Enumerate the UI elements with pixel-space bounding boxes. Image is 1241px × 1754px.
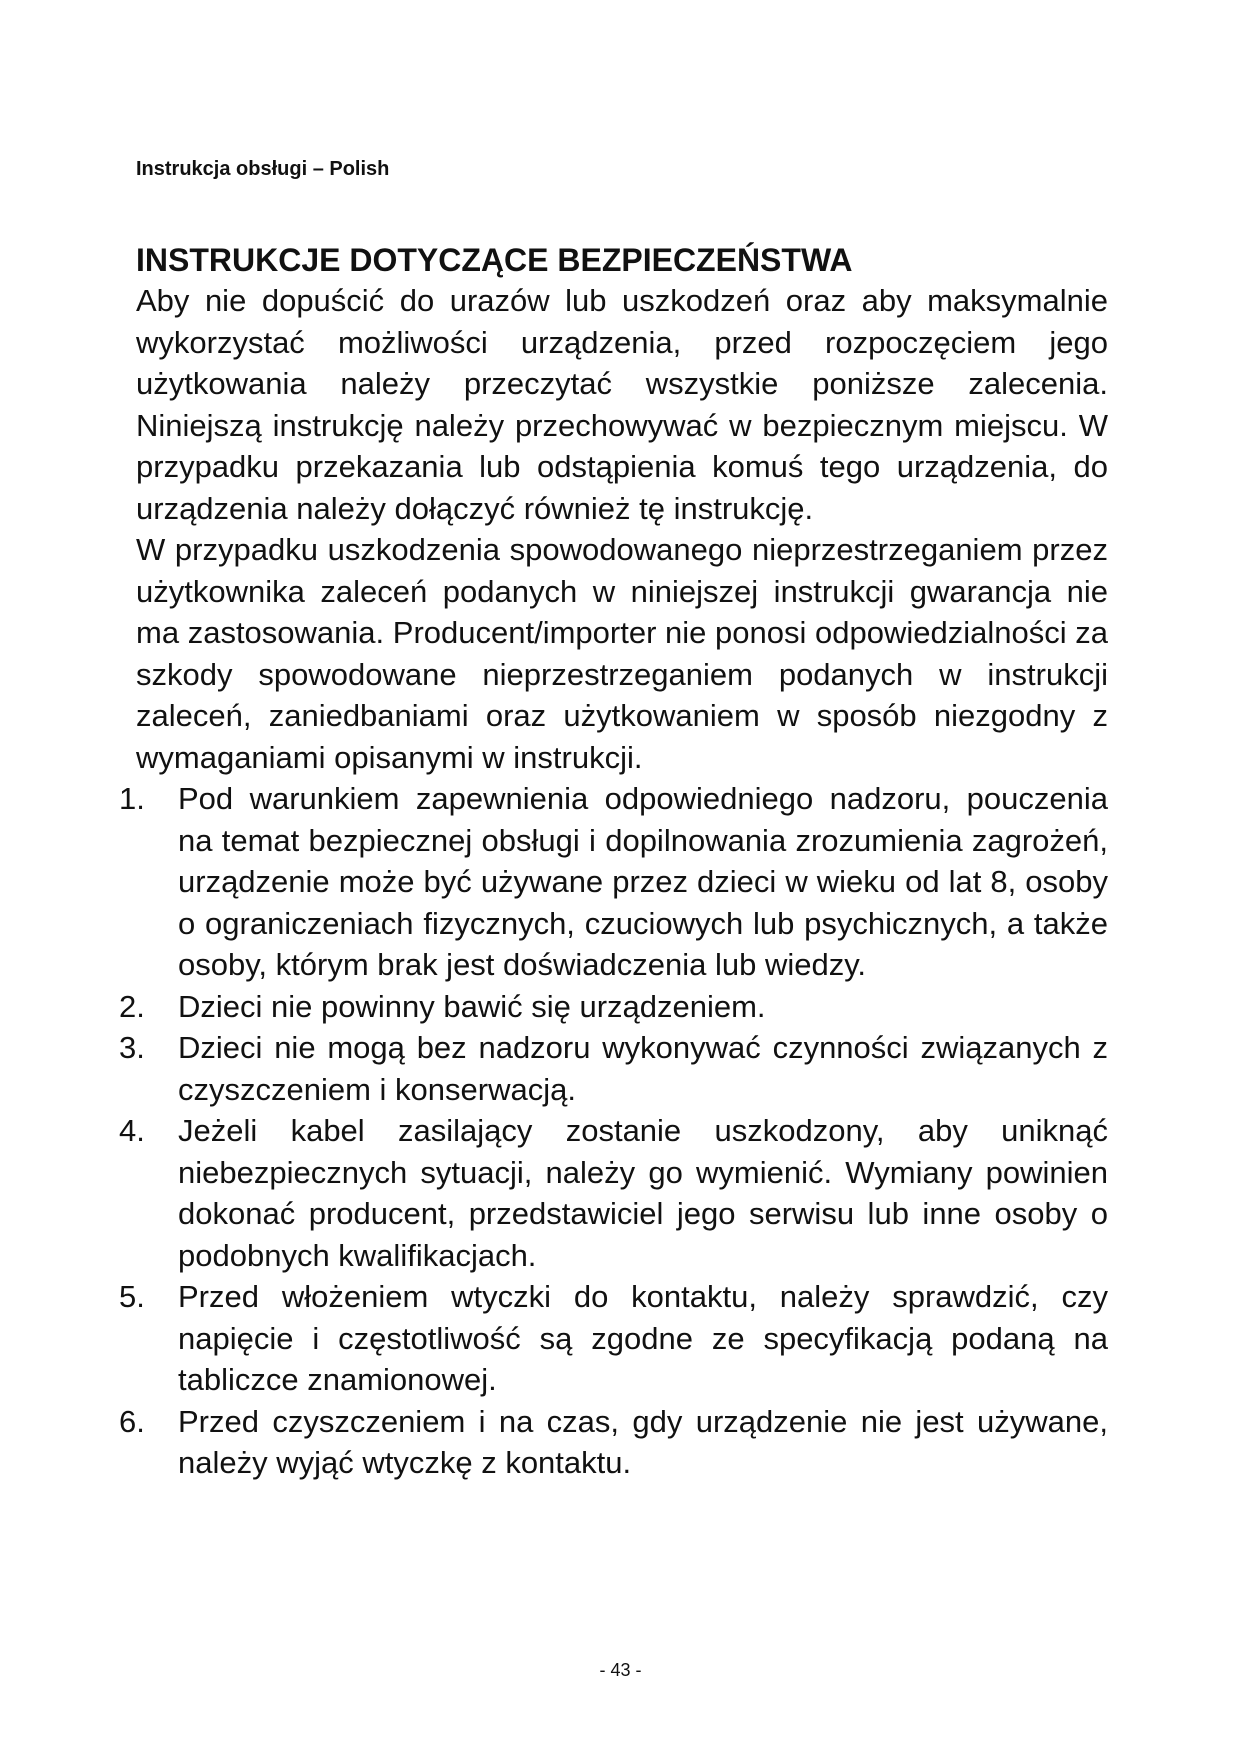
list-item-text: Jeżeli kabel zasilający zostanie uszkodzony, aby uniknąć niebezpiecznych sytuacji, należy go wymienić. Wymiany powinien dokonać producent, przedstawiciel jego serwisu lub inne osoby o podobnych kwalifikacjach. bbox=[178, 1113, 1108, 1273]
list-item-text: Dzieci nie powinny bawić się urządzeniem. bbox=[178, 988, 766, 1024]
page-header: Instrukcja obsługi – Polish bbox=[136, 158, 390, 180]
list-item bbox=[119, 1027, 1108, 1110]
intro-paragraph: Aby nie dopuścić do urazów lub uszkodzeń oraz aby maksymalnie wykorzystać możliwości urządzenia, przed rozpoczęciem jego użytkowania należy przeczytać wszystkie poniższe zalecenia. Niniejszą instrukcję należy przechowywać w bezpiecznym miejscu. W przypadku przekazania lub odstąpienia komuś tego urządzenia, do urządzenia należy dołączyć również tę instrukcję. bbox=[136, 283, 1108, 526]
list-item-number: 6. bbox=[119, 1403, 145, 1439]
list-item-number: 1. bbox=[119, 781, 145, 816]
list-item-text: Dzieci nie mogą bez nadzoru wykonywać czynności związanych z czyszczeniem i konserwacją. bbox=[178, 1030, 1108, 1107]
list-item-number: 4. bbox=[119, 1113, 145, 1148]
list-item-text: Pod warunkiem zapewnienia odpowiedniego nadzoru, pouczenia na temat bezpiecznej obsługi i dopilnowania zrozumienia zagrożeń, urządzenie może być używane przez dzieci w wieku od lat 8, osoby o ograniczeniach fizycznych, czuciowych lub psychicznych, a także osoby, którym brak jest doświadczenia lub wiedzy. bbox=[178, 781, 1108, 982]
list-item bbox=[119, 1110, 1108, 1276]
list-item-text: Przed włożeniem wtyczki do kontaktu, należy sprawdzić, czy napięcie i częstotliwość są zgodne ze specyfikacją podaną na tabliczce znamionowej. bbox=[178, 1279, 1108, 1397]
section-title: INSTRUKCJE DOTYCZĄCE BEZPIECZEŃSTWA bbox=[136, 242, 853, 278]
list-item bbox=[119, 986, 1108, 1028]
list-item-number: 3. bbox=[119, 1030, 145, 1065]
list-item-number: 2. bbox=[119, 988, 145, 1024]
list-item-text: Przed czyszczeniem i na czas, gdy urządzenie nie jest używane, należy wyjąć wtyczkę z kontaktu. bbox=[178, 1403, 1108, 1480]
safety-section bbox=[119, 240, 1108, 1484]
list-item-number: 5. bbox=[119, 1279, 145, 1314]
safety-list bbox=[119, 778, 1108, 1484]
page-number: - 43 - bbox=[599, 1660, 642, 1680]
warranty-paragraph: W przypadku uszkodzenia spowodowanego nieprzestrzeganiem przez użytkownika zaleceń podanych w niniejszej instrukcji gwarancja nie ma zastosowania. Producent/importer nie ponosi odpowiedzialności za szkody spowodowane nieprzestrzeganiem podanych w instrukcji zaleceń, zaniedbaniami oraz użytkowaniem w sposób niezgodny z wymaganiami opisanymi w instrukcji. bbox=[136, 532, 1108, 775]
list-item bbox=[119, 778, 1108, 986]
list-item bbox=[119, 1276, 1108, 1401]
list-item bbox=[119, 1401, 1108, 1484]
